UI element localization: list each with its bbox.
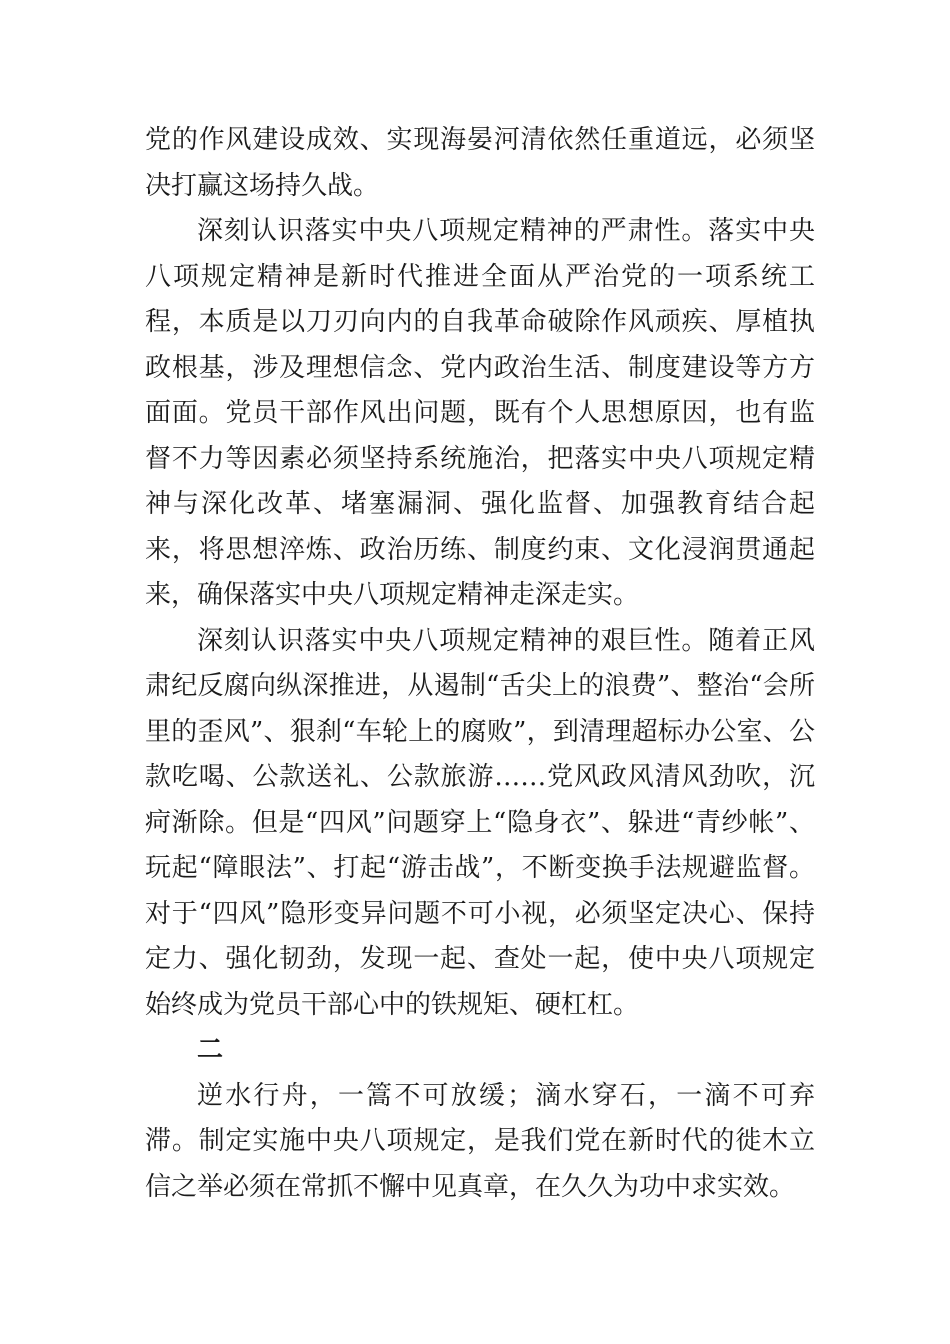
document-body (145, 118, 815, 1210)
paragraph-arduousness: 深刻认识落实中央八项规定精神的艰巨性。随着正风肃纪反腐向纵深推进，从遏制“舌尖上的浪费”、整治“会所里的歪风”、狠刹“车轮上的腐败”，到清理超标办公室、公款吃喝、公款送礼、公款旅游……党风政风清风劲吹，沉疴渐除。但是“四风”问题穿上“隐身衣”、躲进“青纱帐”、玩起“障眼法”、打起“游击战”，不断变换手法规避监督。对于“四风”隐形变异问题不可小视，必须坚定决心、保持定力、强化韧劲，发现一起、查处一起，使中央八项规定始终成为党员干部心中的铁规矩、硬杠杠。 (145, 625, 815, 1020)
paragraph-continuation: 党的作风建设成效、实现海晏河清依然任重道远，必须坚决打赢这场持久战。 (145, 125, 815, 201)
paragraph-persistence: 逆水行舟，一篙不可放缓；滴水穿石，一滴不可弃滞。制定实施中央八项规定，是我们党在新时代的徙木立信之举必须在常抓不懈中见真章，在久久为功中求实效。 (145, 1080, 815, 1202)
paragraph-seriousness: 深刻认识落实中央八项规定精神的严肃性。落实中央八项规定精神是新时代推进全面从严治党的一项系统工程，本质是以刀刃向内的自我革命破除作风顽疾、厚植执政根基，涉及理想信念、党内政治生活、制度建设等方方面面。党员干部作风出问题，既有个人思想原因，也有监督不力等因素必须坚持系统施治，把落实中央八项规定精神与深化改革、堵塞漏洞、强化监督、加强教育结合起来，将思想淬炼、政治历练、制度约束、文化浸润贯通起来，确保落实中央八项规定精神走深走实。 (145, 216, 815, 610)
section-heading-two: 二 (197, 1035, 224, 1065)
